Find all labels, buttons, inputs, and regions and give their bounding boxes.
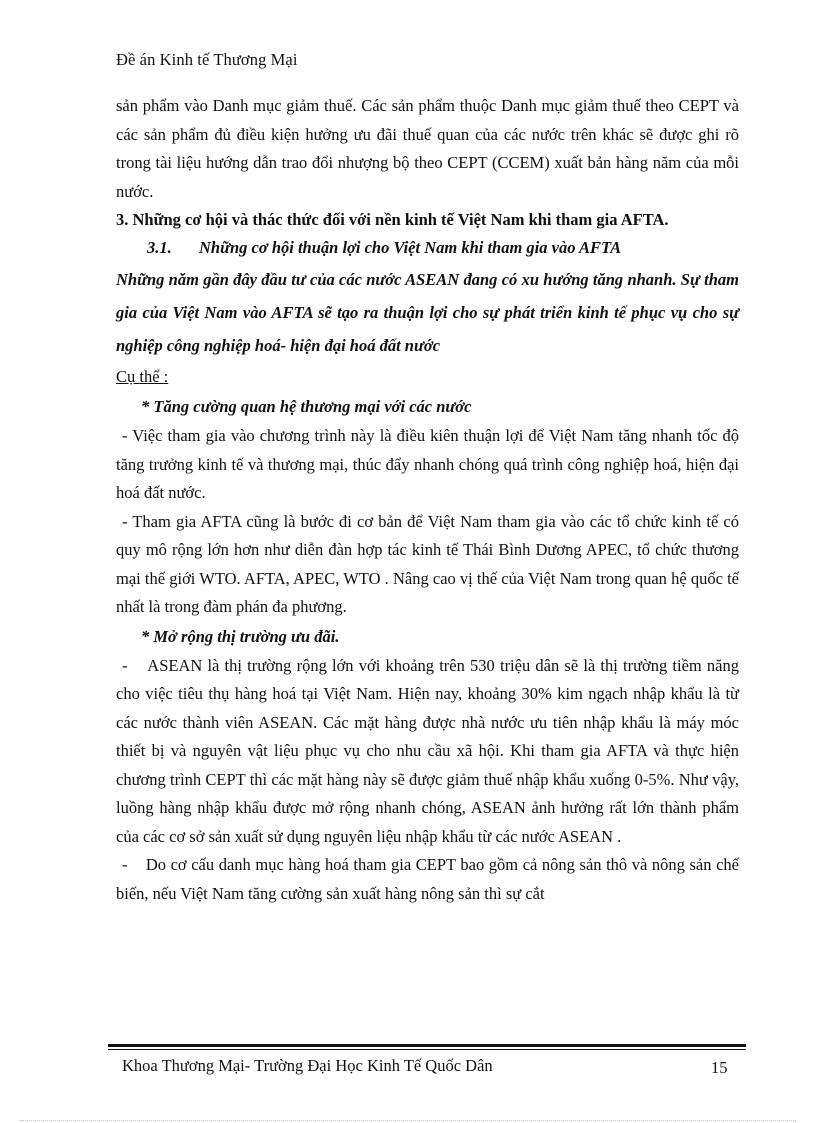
page-footer: Khoa Thương Mại- Trường Đại Học Kinh Tế Quốc Dân bbox=[122, 1056, 493, 1075]
page-header: Đề án Kinh tế Thương Mại bbox=[116, 50, 298, 69]
page-number: 15 bbox=[711, 1058, 728, 1077]
paragraph-5: - Do cơ cấu danh mục hàng hoá tham gia CEPT bao gồm cả nông sản thô và nông sản chế biến, nếu Việt Nam tăng cường sản xuất hàng nông sản thì sự cắt bbox=[116, 855, 744, 903]
page-edge-divider bbox=[20, 1120, 796, 1121]
section-number: 3.1. bbox=[147, 238, 172, 257]
subheading-market-expansion: * Mở rộng thị trường ưu đãi. bbox=[141, 626, 340, 646]
intro-paragraph: Những năm gần đây đầu tư của các nước ASEAN đang có xu hướng tăng nhanh. Sự tham gia của Việt Nam vào AFTA sẽ tạo ra thuận lợi cho sự phát triển kinh tế phục vụ cho sự nghiệp công nghiệp hoá- hiện đại hoá đất nước bbox=[116, 270, 739, 355]
paragraph-3: - Tham gia AFTA cũng là bước đi cơ bản để Việt Nam tham gia vào các tổ chức kinh tế có quy mô rộng lớn hơn như diễn đàn hợp tác kinh tế Thái Bình Dương APEC, tổ chức thương mại thế giới WTO. AFTA, APEC, WTO . Nâng cao vị thế của Việt Nam trong quan hệ quốc tế nhất là trong đàm phán đa phương. bbox=[116, 511, 739, 616]
section-heading-3-1 bbox=[116, 233, 739, 263]
section-heading-3: 3. Những cơ hội và thác thức đối với nền kinh tế Việt Nam khi tham gia AFTA. bbox=[116, 210, 669, 229]
paragraph-4: - ASEAN là thị trường rộng lớn với khoảng trên 530 triệu dân sẽ là thị trường tiềm năng cho việc tiêu thụ hàng hoá tại Việt Nam. Hiện nay, khoảng 30% kim ngạch nhập khẩu là từ các nước thành viên ASEAN. Các mặt hàng được nhà nước ưu tiên nhập khẩu là máy móc thiết bị và nguyên vật liệu phục vụ cho nhu cầu xã hội. Khi tham gia AFTA và thực hiện chương trình CEPT thì các mặt hàng này sẽ được giảm thuế nhập khẩu xuống 0-5%. Như vậy, luồng hàng nhập khẩu được mở rộng nhanh chóng, ASEAN ảnh hưởng rất lớn thành phẩm của các cơ sở sản xuất sử dụng nguyên liệu nhập khẩu từ các nước ASEAN . bbox=[116, 655, 744, 846]
footer-rule-thin bbox=[108, 1049, 746, 1050]
paragraph-1: sản phẩm vào Danh mục giảm thuế. Các sản phẩm thuộc Danh mục giảm thuế theo CEPT và các sản phẩm đủ điều kiện hưởng ưu đãi thuế quan của các nước trên khác sẽ được ghi rõ trong tài liệu hướng dẫn trao đổi nhượng bộ theo CEPT (CCEM) xuất bản hàng năm của mỗi nước. bbox=[116, 96, 739, 201]
paragraph-2: - Việc tham gia vào chương trình này là điều kiên thuận lợi để Việt Nam tăng nhanh tốc độ tăng trưởng kinh tế và thương mại, thúc đẩy nhanh chóng quá trình công nghiệp hoá, hiện đại hoá đất nước. bbox=[116, 426, 739, 502]
section-title: Những cơ hội thuận lợi cho Việt Nam khi tham gia vào AFTA bbox=[199, 238, 622, 257]
footer-rule-thick bbox=[108, 1044, 746, 1047]
page-body bbox=[116, 92, 744, 908]
cu-the-label: Cụ thể : bbox=[116, 367, 169, 386]
subheading-trade-relations: * Tăng cường quan hệ thương mại với các nước bbox=[141, 397, 472, 416]
